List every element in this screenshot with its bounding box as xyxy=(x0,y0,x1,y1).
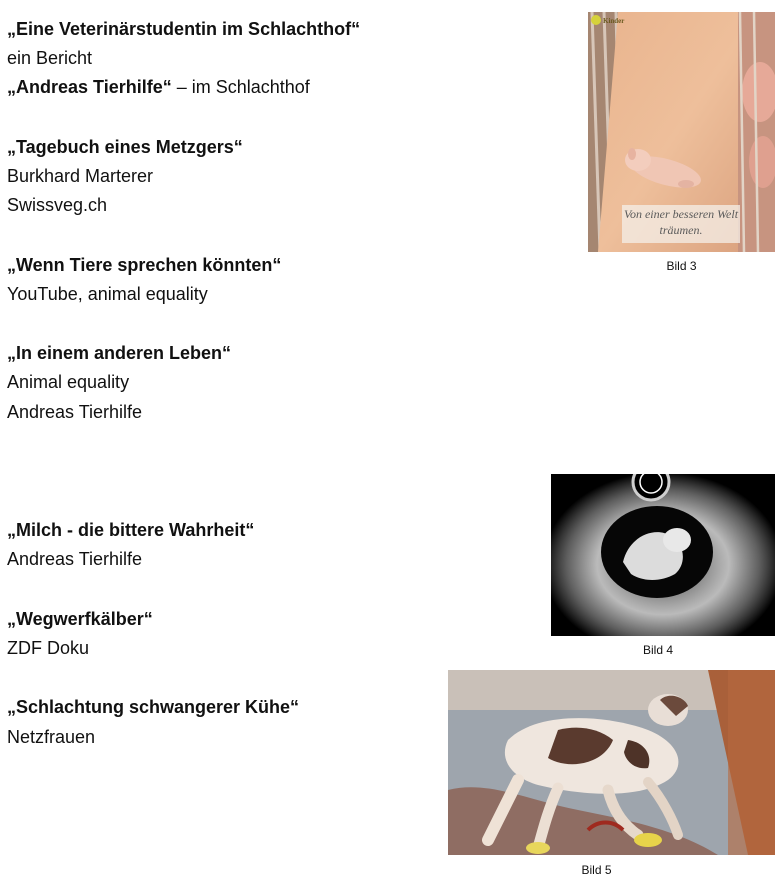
image-bild-4-ultrasound xyxy=(551,474,775,636)
entry-2-suffix: – im Schlachthof xyxy=(171,77,310,97)
entry-6-line-1: Andreas Tierhilfe xyxy=(7,549,143,569)
entry-7-line-1: ZDF Doku xyxy=(7,638,90,658)
entry-1-title: „Eine Veterinärstudentin im Schlachthof“ xyxy=(7,19,361,39)
bild-3-overlay-text: Von einer besseren Welt träumen. xyxy=(623,207,739,237)
entry-8-line-1: Netzfrauen xyxy=(7,727,96,747)
image-bild-5-calf xyxy=(448,670,775,855)
image-bild-3-piglet xyxy=(588,12,775,252)
entry-8-title: „Schlachtung schwangerer Kühe“ xyxy=(7,697,300,717)
entry-4-line-1: YouTube, animal equality xyxy=(7,284,208,304)
entry-5-title: „In einem anderen Leben“ xyxy=(7,343,232,363)
entry-2-title: „Andreas Tierhilfe“ – im Schlachthof xyxy=(7,77,310,97)
caption-bild-4: Bild 4 xyxy=(642,643,674,657)
entry-3-line-2: Swissveg.ch xyxy=(7,195,108,215)
caption-bild-5: Bild 5 xyxy=(581,863,612,877)
entry-4-title: „Wenn Tiere sprechen könnten“ xyxy=(7,255,282,275)
bild-3-logo-text: Kinder xyxy=(603,17,625,25)
entry-6-title: „Milch - die bittere Wahrheit“ xyxy=(7,520,255,540)
entry-1-line-1: ein Bericht xyxy=(7,48,93,68)
entry-5-line-2: Andreas Tierhilfe xyxy=(7,402,143,422)
entry-7-title: „Wegwerfkälber“ xyxy=(7,609,153,629)
entry-3-title: „Tagebuch eines Metzgers“ xyxy=(7,137,243,157)
entry-5-line-1: Animal equality xyxy=(7,372,130,392)
caption-bild-3: Bild 3 xyxy=(666,259,697,273)
entry-3-line-1: Burkhard Marterer xyxy=(7,166,154,186)
